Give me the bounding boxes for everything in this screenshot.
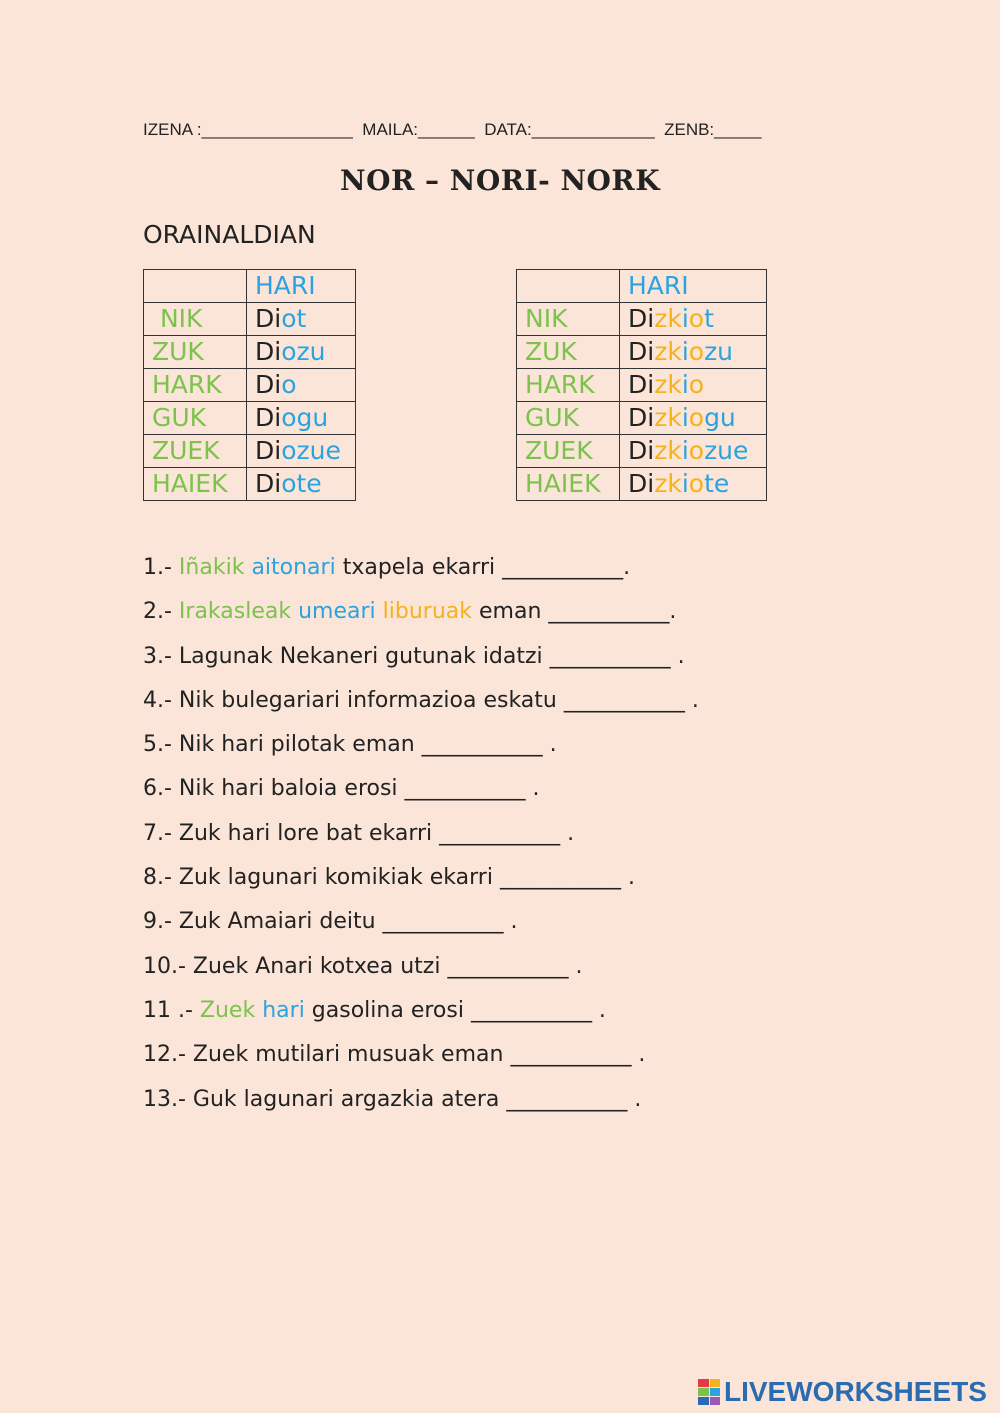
subject-word: Zuek (199, 997, 256, 1023)
pronoun-cell: ZUK (517, 336, 620, 369)
exercise-sentence (143, 1082, 699, 1126)
verb-form-cell (247, 303, 356, 336)
indirect-object-word: hari (262, 997, 305, 1023)
table-corner-cell (144, 270, 247, 303)
verb-form-part: zk (654, 403, 682, 432)
verb-form-part: i (681, 304, 689, 333)
sentence-text: Nik bulegariari informazioa eskatu ___________ . (178, 687, 699, 713)
exercise-sentence (143, 949, 699, 993)
indirect-object-word: umeari (298, 599, 376, 625)
exercise-sentence (143, 860, 699, 904)
pronoun-cell: ZUK (144, 336, 247, 369)
exercise-sentence (143, 1037, 699, 1081)
table-row (517, 336, 767, 369)
section-subtitle: ORAINALDIAN (143, 220, 316, 249)
direct-object-word: liburuak (382, 599, 473, 625)
verb-form-part: zk (654, 436, 682, 465)
exercise-sentence (143, 993, 699, 1037)
table-row (517, 303, 767, 336)
verb-form-part: gu (296, 403, 329, 432)
verb-form-cell (247, 402, 356, 435)
table-header-row (144, 270, 356, 303)
verb-form-part: Di (628, 370, 655, 399)
sentence-number: 10.- (143, 953, 193, 979)
verb-form-part: o (281, 469, 297, 498)
verb-form-part: Di (628, 403, 655, 432)
table-row (517, 468, 767, 501)
pronoun-cell: HAIEK (144, 468, 247, 501)
pronoun-cell: HARK (144, 369, 247, 402)
sentence-number: 4.- (143, 687, 179, 713)
verb-form-cell (247, 336, 356, 369)
verb-form-part: zk (654, 469, 682, 498)
table-row (144, 402, 356, 435)
conjugation-table-plural (516, 269, 767, 501)
verb-form-part: Di (628, 304, 655, 333)
verb-form-part: zue (704, 436, 749, 465)
sentence-text: eman ___________. (472, 599, 677, 625)
table-row (517, 435, 767, 468)
exercise-sentence (143, 683, 699, 727)
verb-form-cell (620, 369, 767, 402)
liveworksheets-logo-text: LIVEWORKSHEETS (724, 1376, 987, 1407)
verb-form-part: Di (255, 403, 282, 432)
sentence-number: 13.- (143, 1086, 193, 1112)
table-row (144, 435, 356, 468)
table-header-hari: HARI (620, 270, 767, 303)
sentence-text: Zuek mutilari musuak eman ___________ . (192, 1042, 646, 1068)
indirect-object-word: aitonari (251, 555, 336, 580)
sentence-text: Zuk Amaiari deitu ___________ . (178, 909, 518, 935)
exercise-sentence (143, 550, 699, 594)
sentence-number: 12.- (143, 1042, 193, 1068)
table-row (517, 402, 767, 435)
verb-form-part: i (681, 337, 689, 366)
verb-form-part: o (688, 304, 705, 333)
sentence-number: 8.- (143, 865, 179, 891)
verb-form-part: zue (296, 436, 341, 465)
verb-form-part: te (296, 469, 322, 498)
verb-form-part: Di (628, 436, 655, 465)
pronoun-cell: NIK (144, 303, 247, 336)
verb-form-part: o (281, 304, 297, 333)
verb-form-part: i (681, 436, 689, 465)
pronoun-cell: GUK (517, 402, 620, 435)
table-row (144, 369, 356, 402)
verb-form-part: Di (628, 337, 655, 366)
verb-form-part: Di (255, 304, 282, 333)
verb-form-cell (620, 402, 767, 435)
exercise-sentence (143, 639, 699, 683)
sentence-text: txapela ekarri ___________. (335, 555, 631, 580)
verb-form-part: i (681, 403, 689, 432)
exercise-sentence (143, 816, 699, 860)
exercise-sentences (143, 550, 699, 1126)
verb-form-cell (620, 303, 767, 336)
table-header-hari: HARI (247, 270, 356, 303)
table-corner-cell (517, 270, 620, 303)
sentence-text: Zuk lagunari komikiak ekarri ___________ . (178, 865, 635, 891)
pronoun-cell: ZUEK (517, 435, 620, 468)
verb-form-part: t (296, 304, 307, 333)
verb-form-part: zu (296, 337, 326, 366)
verb-form-part: gu (704, 403, 736, 432)
verb-form-part: o (688, 370, 705, 399)
sentence-number: 1.- (143, 555, 179, 580)
exercise-sentence (143, 904, 699, 948)
conjugation-table-singular (143, 269, 356, 501)
sentence-text: Nik hari baloia erosi ___________ . (178, 776, 540, 802)
verb-form-cell (247, 369, 356, 402)
sentence-number: 6.- (143, 776, 179, 802)
verb-form-part: zu (704, 337, 734, 366)
verb-form-part: o (281, 370, 297, 399)
pronoun-cell: GUK (144, 402, 247, 435)
verb-form-part: o (688, 436, 705, 465)
liveworksheets-logo-icon (698, 1379, 720, 1405)
verb-form-part: Di (255, 469, 282, 498)
sentence-number: 9.- (143, 909, 179, 935)
table-row (144, 336, 356, 369)
verb-form-part: zk (654, 304, 682, 333)
verb-form-cell (620, 468, 767, 501)
verb-form-part: t (704, 304, 714, 333)
sentence-text: Lagunak Nekaneri gutunak idatzi ___________ . (178, 643, 685, 669)
verb-form-cell (247, 435, 356, 468)
verb-form-part: o (281, 436, 297, 465)
sentence-text: Nik hari pilotak eman ___________ . (178, 732, 557, 758)
verb-form-cell (247, 468, 356, 501)
sentence-text: Zuek Anari kotxea utzi ___________ . (192, 953, 583, 979)
sentence-number: 5.- (143, 732, 179, 758)
sentence-number: 2.- (143, 599, 179, 625)
verb-form-part: o (688, 403, 705, 432)
table-row (144, 303, 356, 336)
verb-form-part: o (688, 469, 705, 498)
verb-form-part: o (281, 403, 297, 432)
table-row (517, 369, 767, 402)
sentence-number: 3.- (143, 643, 179, 669)
verb-form-cell (620, 336, 767, 369)
sentence-number: 11 .- (143, 997, 200, 1023)
pronoun-cell: ZUEK (144, 435, 247, 468)
verb-form-part: Di (255, 436, 282, 465)
exercise-sentence (143, 727, 699, 771)
page-title: NOR – NORI- NORK (339, 164, 661, 197)
table-row (144, 468, 356, 501)
liveworksheets-logo (698, 1376, 987, 1408)
exercise-sentence (143, 771, 699, 815)
verb-form-part: Di (255, 337, 282, 366)
pronoun-cell: NIK (517, 303, 620, 336)
exercise-sentence (143, 594, 699, 638)
verb-form-cell (620, 435, 767, 468)
sentence-text: Guk lagunari argazkia atera ___________ . (192, 1086, 642, 1112)
sentence-text: gasolina erosi ___________ . (304, 997, 606, 1023)
pronoun-cell: HARK (517, 369, 620, 402)
verb-form-part: Di (628, 469, 655, 498)
verb-form-part: o (688, 337, 705, 366)
verb-form-part: o (281, 337, 297, 366)
sentence-number: 7.- (143, 820, 179, 846)
pronoun-cell: HAIEK (517, 468, 620, 501)
verb-form-part: Di (255, 370, 282, 399)
sentence-text: Zuk hari lore bat ekarri ___________ . (178, 820, 575, 846)
subject-word: Irakasleak (178, 599, 292, 625)
verb-form-part: i (681, 370, 689, 399)
verb-form-part: zk (654, 337, 682, 366)
verb-form-part: i (681, 469, 689, 498)
verb-form-part: zk (654, 370, 682, 399)
student-info-line: IZENA :________________ MAILA:______ DATA:_____________ ZENB:_____ (143, 120, 762, 139)
table-header-row (517, 270, 767, 303)
verb-form-part: te (704, 469, 730, 498)
subject-word: Iñakik (178, 555, 245, 580)
